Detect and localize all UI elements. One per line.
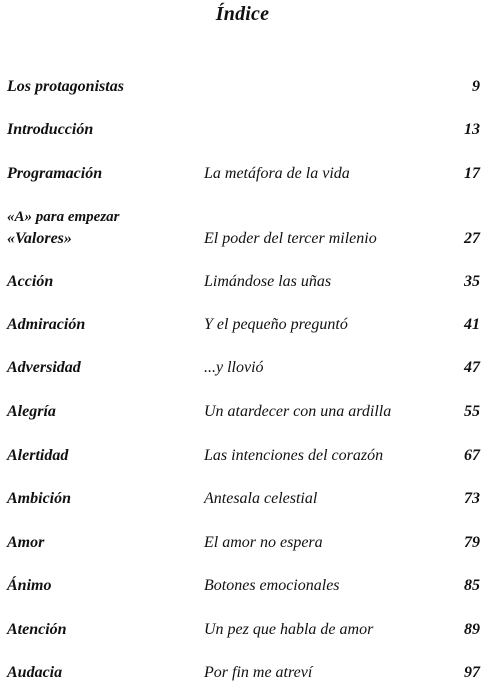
toc-entry (0, 619, 485, 641)
toc-topic: Ánimo (7, 577, 52, 594)
toc-story-title: Y el pequeño preguntó (204, 316, 348, 333)
toc-page-number: 17 (464, 165, 480, 182)
toc-story-title: Un atardecer con una ardilla (204, 403, 392, 420)
toc-topic: Adversidad (7, 359, 81, 376)
toc-page-number: 47 (464, 359, 480, 376)
page-title: Índice (215, 3, 270, 25)
toc-page-number: 41 (464, 316, 480, 333)
toc-topic: Atención (7, 621, 67, 638)
toc-entry (0, 163, 485, 185)
toc-page-number: 27 (464, 230, 480, 247)
toc-page-number: 85 (464, 577, 480, 594)
toc-page-number: 13 (464, 121, 480, 138)
toc-topic: Amor (7, 534, 45, 551)
toc-entry (0, 228, 485, 250)
toc-story-title: Limándose las uñas (204, 273, 332, 290)
toc-story-title: La metáfora de la vida (204, 165, 350, 182)
toc-topic: Admiración (7, 316, 86, 333)
toc-topic: Programación (7, 165, 103, 182)
toc-topic: Alertidad (7, 447, 69, 464)
toc-page-number: 67 (464, 447, 480, 464)
toc-story-title: ...y llovió (204, 359, 264, 376)
toc-entry (0, 119, 485, 141)
toc-entry (0, 445, 485, 467)
toc-page-number: 55 (464, 403, 480, 420)
toc-topic: Alegría (7, 403, 56, 420)
toc-page-number: 97 (464, 664, 480, 681)
toc-entry (0, 271, 485, 293)
toc-topic: Introducción (7, 121, 94, 138)
toc-story-title: Las intenciones del corazón (204, 447, 384, 464)
toc-entry (0, 357, 485, 379)
toc-topic: Ambición (7, 490, 72, 507)
toc-story-title: Por fin me atreví (204, 664, 313, 681)
toc-topic: «A» para empezar (7, 209, 120, 225)
toc-page-number: 89 (464, 621, 480, 638)
toc-entry (0, 206, 485, 228)
toc-page-number: 9 (472, 78, 480, 95)
toc-topic: Audacia (7, 664, 63, 681)
toc-story-title: El amor no espera (204, 534, 323, 551)
toc-page-number: 79 (464, 534, 480, 551)
toc-entry (0, 575, 485, 597)
toc-story-title: Antesala celestial (204, 490, 318, 507)
toc-page-number: 73 (464, 490, 480, 507)
toc-entry (0, 532, 485, 554)
toc-topic: «Valores» (7, 230, 72, 247)
toc-story-title: Botones emocionales (204, 577, 340, 594)
toc-topic: Acción (7, 273, 54, 290)
toc-topic: Los protagonistas (7, 78, 124, 95)
toc-story-title: El poder del tercer milenio (204, 230, 377, 247)
toc-entry (0, 76, 485, 98)
toc-entry (0, 662, 485, 684)
toc-entry (0, 314, 485, 336)
toc-story-title: Un pez que habla de amor (204, 621, 374, 638)
toc-entry (0, 488, 485, 510)
toc-entry (0, 401, 485, 423)
toc-page-number: 35 (464, 273, 480, 290)
